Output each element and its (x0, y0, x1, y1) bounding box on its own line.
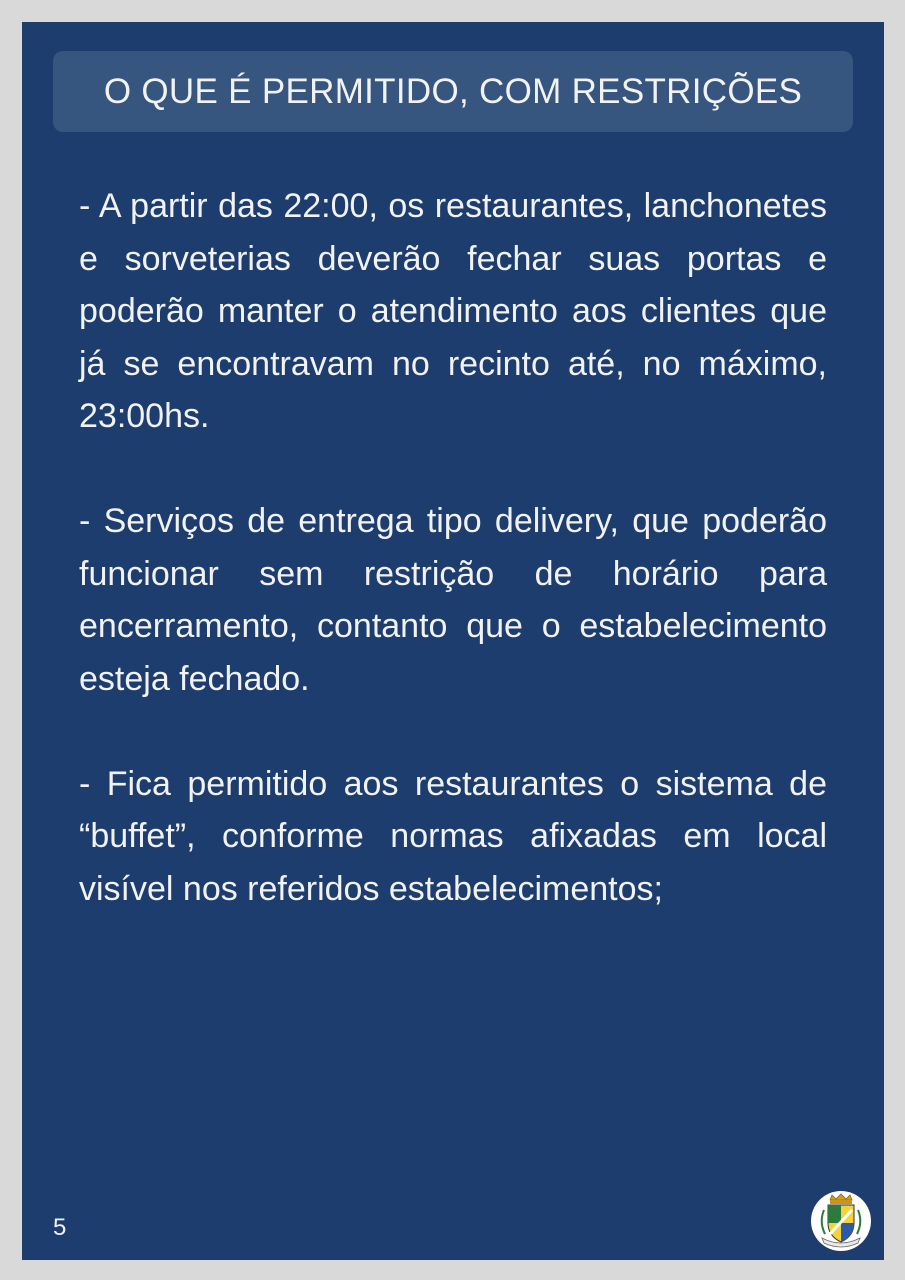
municipal-coat-of-arms-icon (810, 1190, 872, 1252)
rule-paragraph-2: - Serviços de entrega tipo delivery, que poderão funcionar sem restrição de horário para encerramento, contanto que o estabelecimento esteja fechado. (79, 502, 827, 698)
page-panel (22, 22, 884, 1260)
rule-paragraph-1: - A partir das 22:00, os restaurantes, lanchonetes e sorveterias deverão fechar suas portas e poderão manter o atendimento aos clientes que já se encontravam no recinto até, no máximo, 23:00hs. (79, 187, 827, 435)
rules-content (79, 180, 827, 968)
title-banner (53, 51, 853, 132)
page-number: 5 (53, 1214, 67, 1241)
rule-paragraph-3: - Fica permitido aos restaurantes o sistema de “buffet”, conforme normas afixadas em local visível nos referidos estabelecimentos; (79, 764, 827, 908)
page-title: O QUE É PERMITIDO, COM RESTRIÇÕES (103, 71, 803, 111)
coat-of-arms-graphic (810, 1190, 872, 1252)
